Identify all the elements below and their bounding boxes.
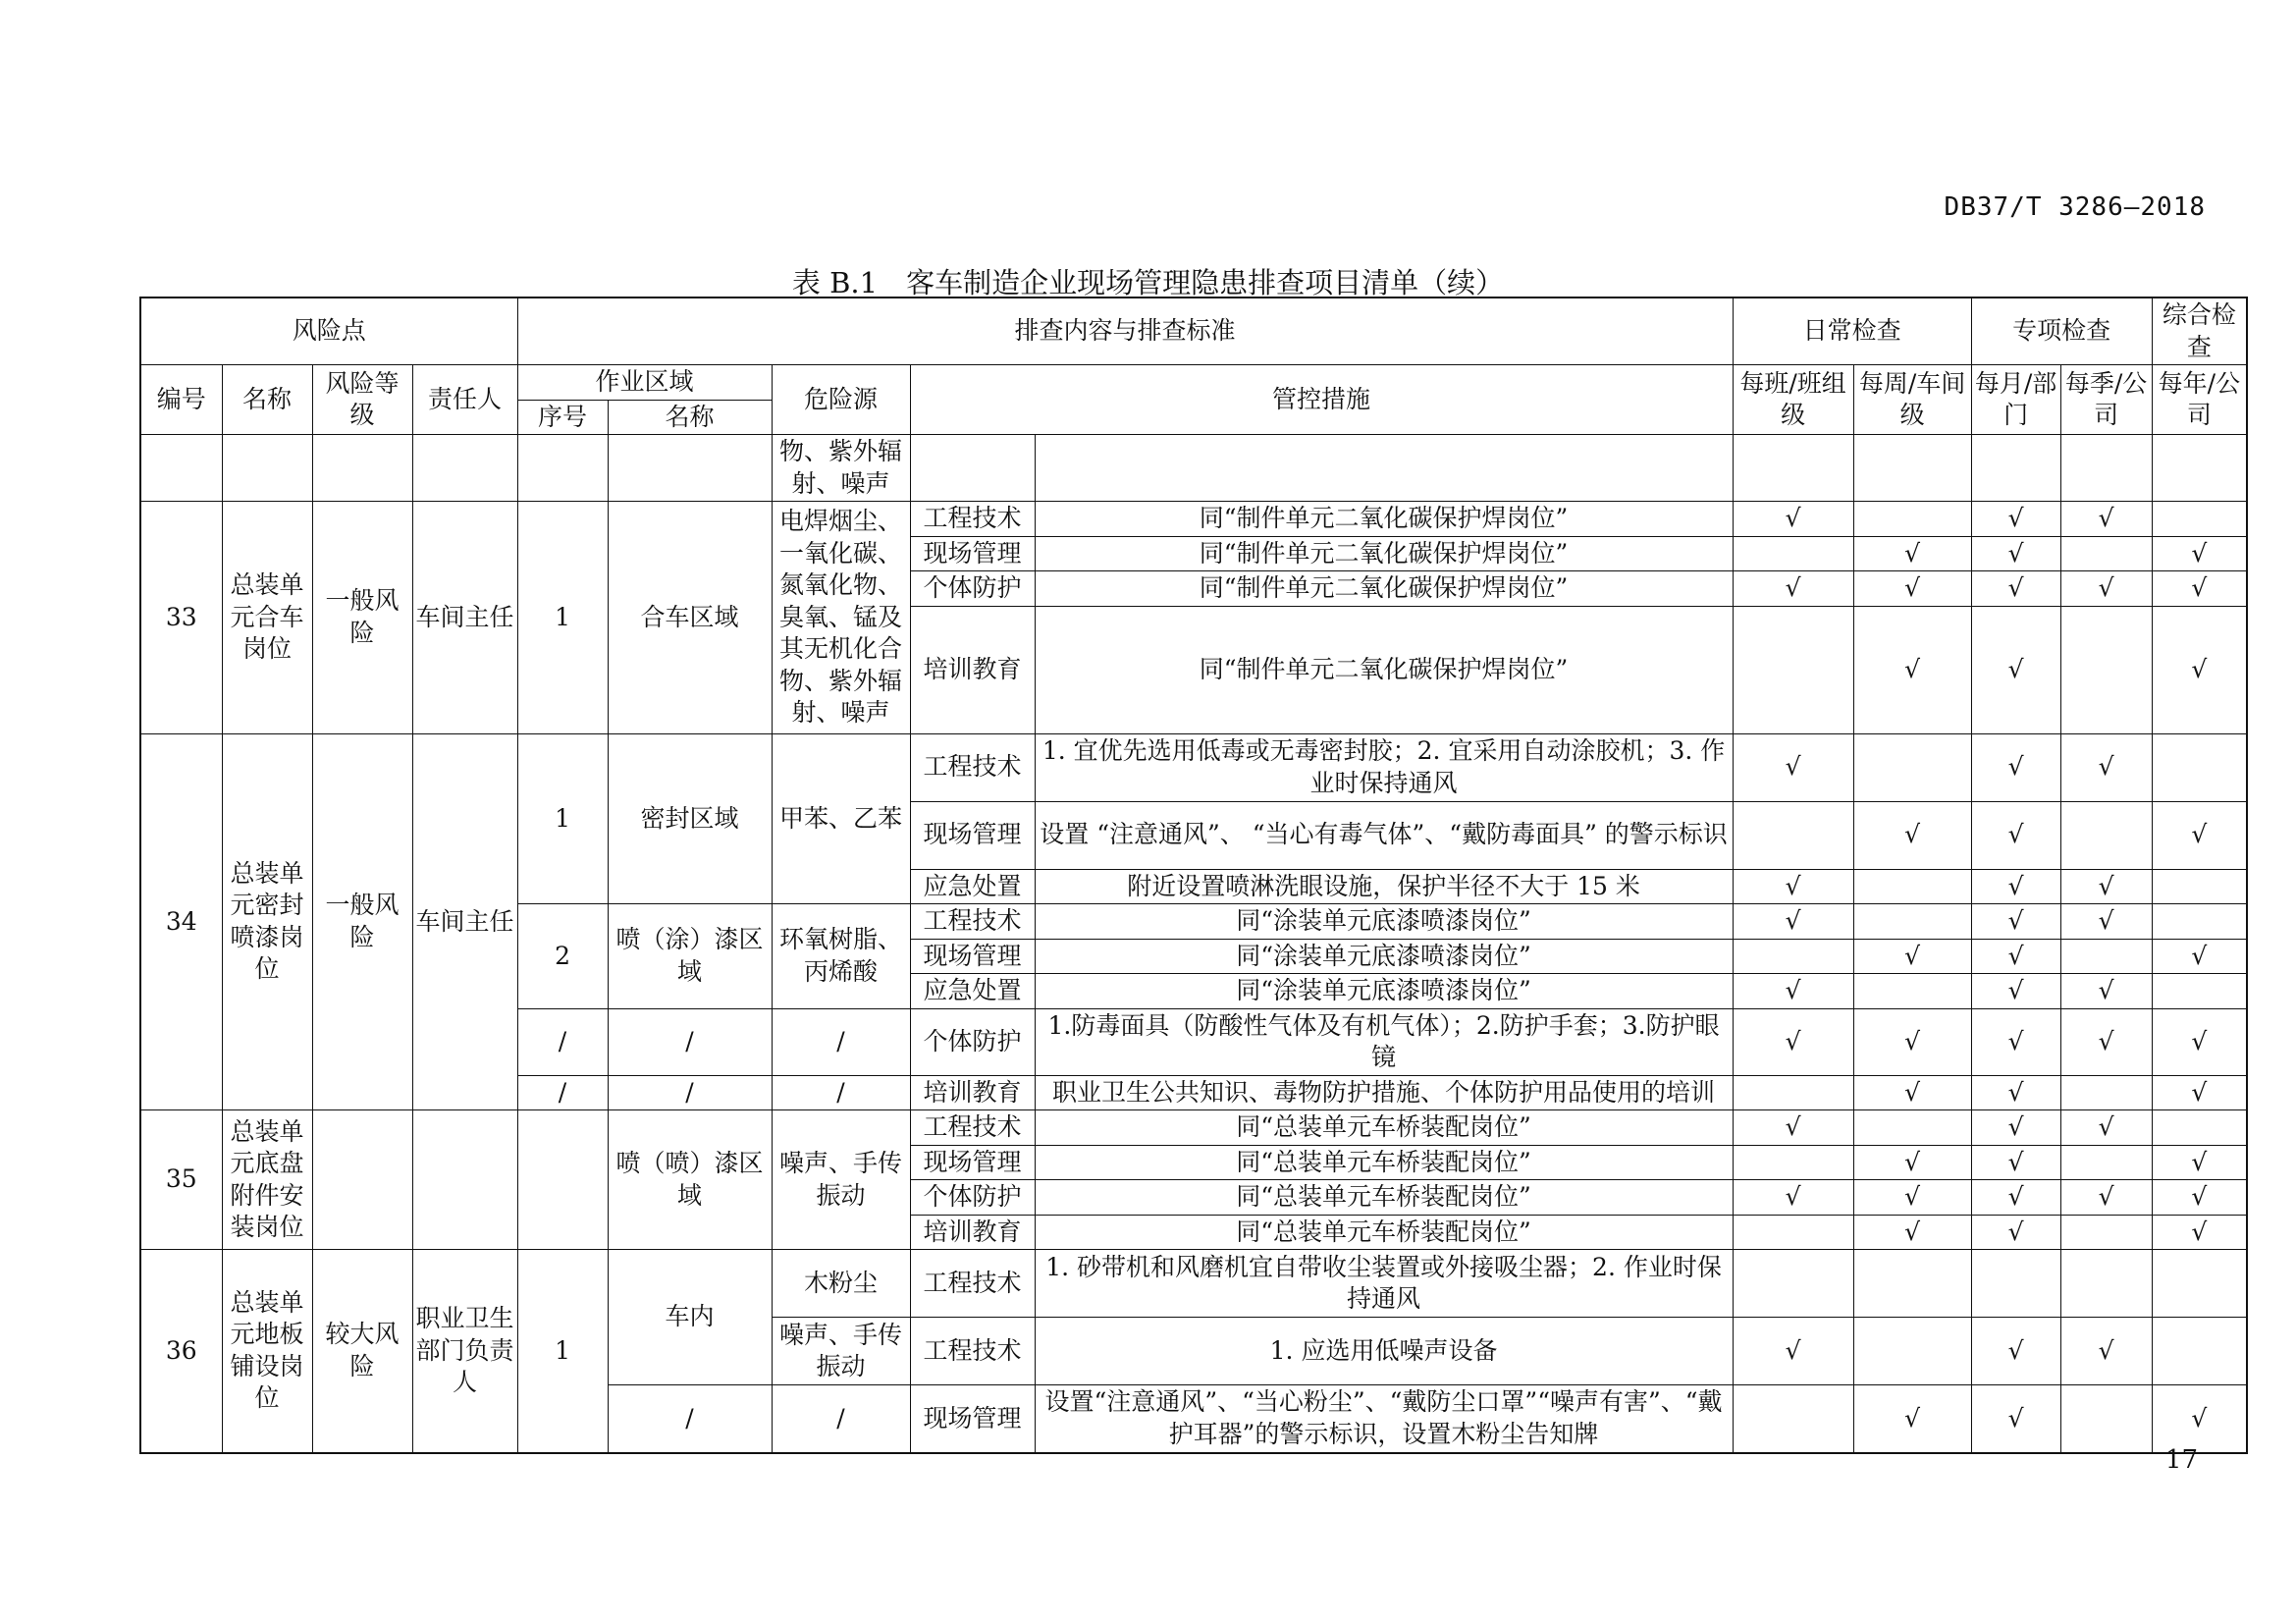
slash-cell: / (517, 1075, 608, 1110)
item-no: 35 (140, 1110, 222, 1250)
cell (1971, 435, 2060, 502)
item-name: 总装单元底盘附件安装岗位 (222, 1110, 312, 1250)
cell (1733, 536, 1853, 571)
check-mark: √ (1853, 536, 1971, 571)
measure-text: 1. 应选用低噪声设备 (1035, 1318, 1733, 1385)
check-mark: √ (1853, 1075, 1971, 1110)
measure-text: 职业卫生公共知识、毒物防护措施、个体防护用品使用的培训 (1035, 1075, 1733, 1110)
check-mark: √ (2060, 1180, 2152, 1216)
slash-cell: / (772, 1008, 910, 1075)
item-seq: 1 (517, 1250, 608, 1453)
check-mark: √ (1853, 1215, 1971, 1250)
cell (2060, 1250, 2152, 1318)
header-row-1 (140, 298, 2247, 365)
header-freq-month: 每月/部门 (1971, 365, 2060, 435)
check-mark: √ (1971, 974, 2060, 1009)
check-mark: √ (1733, 974, 1853, 1009)
table-row (140, 1110, 2247, 1146)
measure-text: 同“制件单元二氧化碳保护焊岗位” (1035, 606, 1733, 733)
cell (1035, 435, 1733, 502)
check-mark: √ (1733, 1008, 1853, 1075)
item-responsible: 职业卫生部门负责人 (412, 1250, 517, 1453)
cell (2152, 1110, 2247, 1146)
table-title: 表 B.1 客车制造企业现场管理隐患排查项目清单（续） (791, 266, 1505, 299)
slash-cell: / (608, 1008, 772, 1075)
check-mark: √ (1971, 1145, 2060, 1180)
measure-type: 培训教育 (910, 1075, 1035, 1110)
cell (1853, 869, 1971, 904)
check-mark: √ (1971, 1075, 2060, 1110)
cell (222, 435, 312, 502)
header-risk-point: 风险点 (140, 298, 517, 365)
check-mark: √ (2060, 974, 2152, 1009)
measure-type: 培训教育 (910, 1215, 1035, 1250)
item-no: 36 (140, 1250, 222, 1453)
cell (1853, 502, 1971, 537)
check-mark: √ (1971, 904, 2060, 940)
check-mark: √ (2060, 571, 2152, 607)
check-mark: √ (1853, 1180, 1971, 1216)
item-risk-level: 一般风险 (312, 502, 412, 734)
table-row (140, 502, 2247, 537)
cell (2060, 1385, 2152, 1453)
measure-type: 工程技术 (910, 1250, 1035, 1318)
cell (1853, 1110, 1971, 1146)
cell (1733, 801, 1853, 869)
measure-type: 工程技术 (910, 733, 1035, 801)
check-mark: √ (1733, 1180, 1853, 1216)
item-seq: 2 (517, 904, 608, 1009)
header-measures: 管控措施 (910, 365, 1733, 435)
cell (2152, 904, 2247, 940)
measure-text: 设置“注意通风”、“当心粉尘”、“戴防尘口罩”“噪声有害”、“戴护耳器”的警示标识，设置木粉尘告知牌 (1035, 1385, 1733, 1453)
measure-type: 培训教育 (910, 606, 1035, 733)
check-mark: √ (1971, 733, 2060, 801)
measure-type: 现场管理 (910, 939, 1035, 974)
hazard-checklist-table (139, 297, 2248, 1454)
check-mark: √ (2152, 1145, 2247, 1180)
header-no: 编号 (140, 365, 222, 435)
measure-text: 同“总装单元车桥装配岗位” (1035, 1180, 1733, 1216)
cell (312, 1110, 412, 1250)
item-name: 总装单元密封喷漆岗位 (222, 733, 312, 1110)
measure-type: 工程技术 (910, 1110, 1035, 1146)
header-area-name: 名称 (608, 400, 772, 435)
check-mark: √ (1853, 571, 1971, 607)
check-mark: √ (1853, 606, 1971, 733)
measure-text: 同“涂装单元底漆喷漆岗位” (1035, 974, 1733, 1009)
cell (2060, 1075, 2152, 1110)
item-risk-level: 较大风险 (312, 1250, 412, 1453)
measure-type: 个体防护 (910, 1180, 1035, 1216)
header-freq-quarter: 每季/公司 (2060, 365, 2152, 435)
measure-text: 同“制件单元二氧化碳保护焊岗位” (1035, 502, 1733, 537)
check-mark: √ (1733, 502, 1853, 537)
check-mark: √ (1971, 536, 2060, 571)
hazard-cell: 物、紫外辐射、噪声 (772, 435, 910, 502)
cell (2152, 1318, 2247, 1385)
cell (910, 435, 1035, 502)
check-mark: √ (2152, 1008, 2247, 1075)
cell (2152, 733, 2247, 801)
slash-cell: / (608, 1385, 772, 1453)
item-no: 33 (140, 502, 222, 734)
continuation-row (140, 435, 2247, 502)
cell (1853, 904, 1971, 940)
cell (2060, 606, 2152, 733)
item-area: 车内 (608, 1250, 772, 1385)
check-mark: √ (1971, 801, 2060, 869)
cell (1853, 435, 1971, 502)
cell (1733, 939, 1853, 974)
header-name: 名称 (222, 365, 312, 435)
item-name: 总装单元合车岗位 (222, 502, 312, 734)
item-hazard: 电焊烟尘、一氧化碳、氮氧化物、臭氧、锰及其无机化合物、紫外辐射、噪声 (772, 502, 910, 734)
cell (2152, 974, 2247, 1009)
measure-text: 同“总装单元车桥装配岗位” (1035, 1145, 1733, 1180)
item-seq: 1 (517, 733, 608, 904)
check-mark: √ (1853, 939, 1971, 974)
item-responsible: 车间主任 (412, 502, 517, 734)
item-seq: 1 (517, 502, 608, 734)
cell (2060, 939, 2152, 974)
cell (140, 435, 222, 502)
check-mark: √ (2152, 939, 2247, 974)
check-mark: √ (1971, 1008, 2060, 1075)
check-mark: √ (1971, 1180, 2060, 1216)
measure-type: 现场管理 (910, 801, 1035, 869)
measure-type: 工程技术 (910, 502, 1035, 537)
item-area: 合车区域 (608, 502, 772, 734)
cell (1853, 733, 1971, 801)
item-area: 密封区域 (608, 733, 772, 904)
check-mark: √ (1733, 733, 1853, 801)
measure-text: 设置 “注意通风”、 “当心有毒气体”、“戴防毒面具” 的警示标识 (1035, 801, 1733, 869)
cell (1733, 1385, 1853, 1453)
check-mark: √ (1733, 904, 1853, 940)
header-freq-shift: 每班/班组级 (1733, 365, 1853, 435)
measure-type: 现场管理 (910, 1145, 1035, 1180)
item-risk-level: 一般风险 (312, 733, 412, 1110)
cell (2152, 502, 2247, 537)
measure-text: 附近设置喷淋洗眼设施，保护半径不大于 15 米 (1035, 869, 1733, 904)
cell (2060, 435, 2152, 502)
cell (2060, 1145, 2152, 1180)
cell (1733, 1215, 1853, 1250)
slash-cell: / (772, 1075, 910, 1110)
cell (2152, 1250, 2247, 1318)
slash-cell: / (772, 1385, 910, 1453)
check-mark: √ (1971, 869, 2060, 904)
check-mark: √ (2152, 1075, 2247, 1110)
table-row (140, 1250, 2247, 1318)
check-mark: √ (1971, 606, 2060, 733)
check-mark: √ (2060, 1008, 2152, 1075)
cell (1733, 606, 1853, 733)
measure-type: 现场管理 (910, 536, 1035, 571)
item-no: 34 (140, 733, 222, 1110)
cell (2060, 801, 2152, 869)
header-hazard: 危险源 (772, 365, 910, 435)
header-special-check: 专项检查 (1971, 298, 2152, 365)
cell (1853, 1318, 1971, 1385)
cell (2060, 536, 2152, 571)
measure-text: 1. 宜优先选用低毒或无毒密封胶；2. 宜采用自动涂胶机；3. 作业时保持通风 (1035, 733, 1733, 801)
check-mark: √ (2152, 571, 2247, 607)
item-name: 总装单元地板铺设岗位 (222, 1250, 312, 1453)
check-mark: √ (2152, 606, 2247, 733)
header-row-2 (140, 365, 2247, 401)
header-responsible: 责任人 (412, 365, 517, 435)
check-mark: √ (2060, 1110, 2152, 1146)
header-seq: 序号 (517, 400, 608, 435)
header-risk-level: 风险等级 (312, 365, 412, 435)
item-hazard: 环氧树脂、丙烯酸 (772, 904, 910, 1009)
check-mark: √ (1733, 571, 1853, 607)
check-mark: √ (1971, 1215, 2060, 1250)
header-comprehensive-check: 综合检查 (2152, 298, 2247, 365)
item-area: 喷（喷）漆区域 (608, 1110, 772, 1250)
check-mark: √ (1853, 801, 1971, 869)
header-daily-check: 日常检查 (1733, 298, 1971, 365)
header-check-content: 排查内容与排查标准 (517, 298, 1733, 365)
item-hazard: 甲苯、乙苯 (772, 733, 910, 904)
cell (312, 435, 412, 502)
check-mark: √ (1853, 1385, 1971, 1453)
check-mark: √ (2060, 1318, 2152, 1385)
cell (1733, 1145, 1853, 1180)
measure-type: 应急处置 (910, 869, 1035, 904)
cell (1853, 974, 1971, 1009)
measure-type: 个体防护 (910, 571, 1035, 607)
table-row (140, 733, 2247, 801)
cell (412, 1110, 517, 1250)
measure-type: 应急处置 (910, 974, 1035, 1009)
check-mark: √ (2152, 1385, 2247, 1453)
check-mark: √ (2060, 904, 2152, 940)
cell (1733, 1250, 1853, 1318)
measure-text: 同“涂装单元底漆喷漆岗位” (1035, 904, 1733, 940)
measure-text: 同“涂装单元底漆喷漆岗位” (1035, 939, 1733, 974)
measure-text: 同“总装单元车桥装配岗位” (1035, 1215, 1733, 1250)
check-mark: √ (1733, 1110, 1853, 1146)
cell (1733, 435, 1853, 502)
check-mark: √ (1971, 1110, 2060, 1146)
check-mark: √ (1971, 502, 2060, 537)
header-work-area: 作业区域 (517, 365, 772, 401)
check-mark: √ (1971, 1318, 2060, 1385)
item-responsible: 车间主任 (412, 733, 517, 1110)
item-hazard: 木粉尘 (772, 1250, 910, 1318)
check-mark: √ (2152, 1180, 2247, 1216)
check-mark: √ (1853, 1145, 1971, 1180)
header-freq-year: 每年/公司 (2152, 365, 2247, 435)
cell (1971, 1250, 2060, 1318)
measure-type: 工程技术 (910, 1318, 1035, 1385)
item-hazard: 噪声、手传振动 (772, 1318, 910, 1385)
measure-text: 同“总装单元车桥装配岗位” (1035, 1110, 1733, 1146)
check-mark: √ (1853, 1008, 1971, 1075)
header-freq-week: 每周/车间级 (1853, 365, 1971, 435)
item-area: 喷（涂）漆区域 (608, 904, 772, 1009)
cell (517, 1110, 608, 1250)
cell (608, 435, 772, 502)
check-mark: √ (2060, 869, 2152, 904)
measure-text: 同“制件单元二氧化碳保护焊岗位” (1035, 571, 1733, 607)
check-mark: √ (2060, 733, 2152, 801)
check-mark: √ (2152, 536, 2247, 571)
cell (1853, 1250, 1971, 1318)
page-number: 17 (2164, 1445, 2198, 1475)
slash-cell: / (608, 1075, 772, 1110)
check-mark: √ (2152, 1215, 2247, 1250)
check-mark: √ (1971, 1385, 2060, 1453)
cell (2060, 1215, 2152, 1250)
check-mark: √ (2060, 502, 2152, 537)
check-mark: √ (2152, 801, 2247, 869)
measure-text: 同“制件单元二氧化碳保护焊岗位” (1035, 536, 1733, 571)
cell (412, 435, 517, 502)
check-mark: √ (1733, 869, 1853, 904)
document-code: DB37/T 3286—2018 (1944, 192, 2206, 222)
cell (2152, 435, 2247, 502)
measure-type: 工程技术 (910, 904, 1035, 940)
measure-text: 1. 砂带机和风磨机宜自带收尘装置或外接吸尘器；2. 作业时保持通风 (1035, 1250, 1733, 1318)
slash-cell: / (517, 1008, 608, 1075)
measure-type: 个体防护 (910, 1008, 1035, 1075)
measure-text: 1.防毒面具（防酸性气体及有机气体）；2.防护手套；3.防护眼镜 (1035, 1008, 1733, 1075)
item-hazard: 噪声、手传振动 (772, 1110, 910, 1250)
cell (2152, 869, 2247, 904)
check-mark: √ (1971, 571, 2060, 607)
check-mark: √ (1733, 1318, 1853, 1385)
cell (517, 435, 608, 502)
cell (1733, 1075, 1853, 1110)
check-mark: √ (1971, 939, 2060, 974)
measure-type: 现场管理 (910, 1385, 1035, 1453)
